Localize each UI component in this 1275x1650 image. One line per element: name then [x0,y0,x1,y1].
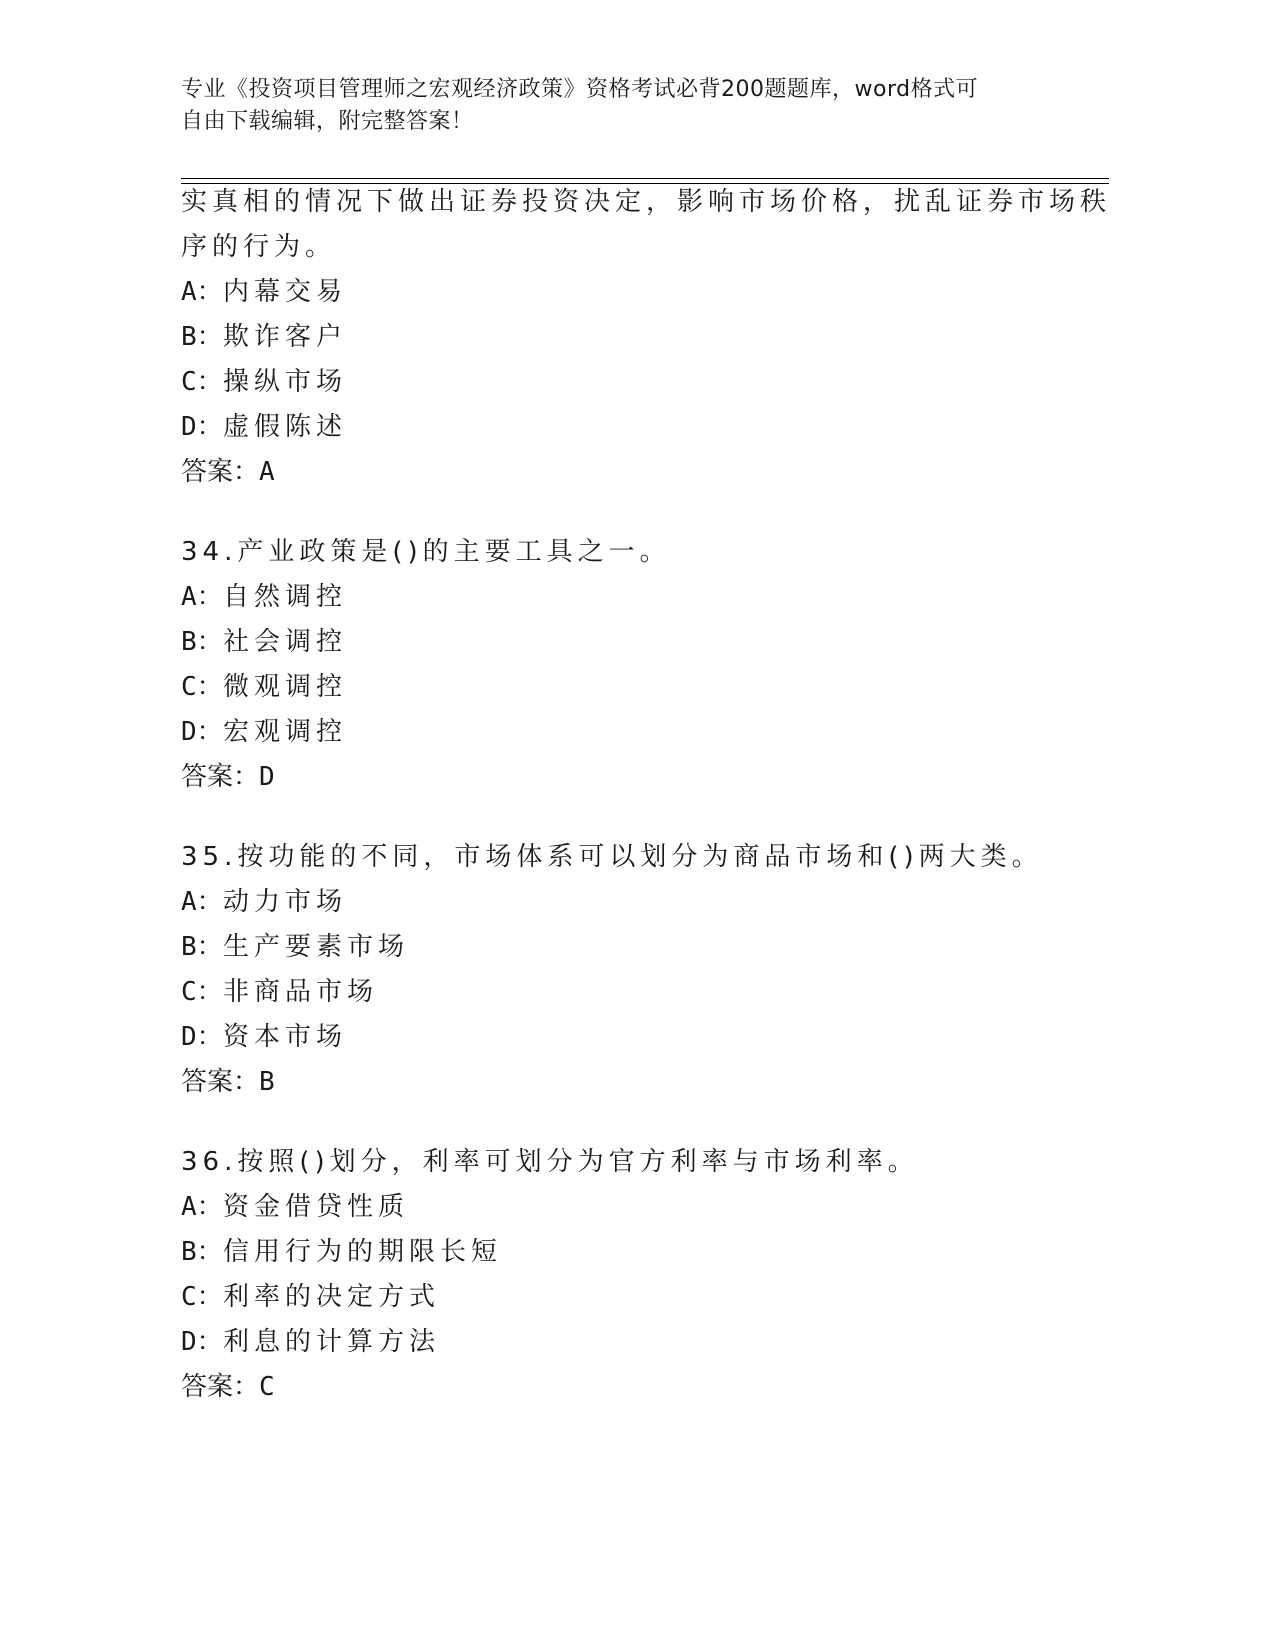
question-block-35 [181,835,1081,1105]
answer-line [181,1060,1081,1105]
option-c [181,1275,1081,1320]
answer-label: 答案： [181,762,260,792]
option-text: 宏观调控 [223,717,348,747]
question-stem-line: 36.按照()划分，利率可划分为官方利率与市场利率。 [181,1147,919,1177]
option-text: 内幕交易 [223,277,348,307]
question-block-34 [181,530,1081,800]
option-text: 动力市场 [223,887,348,917]
question-block-33 [181,180,1112,495]
answer-line [181,755,1081,800]
option-text: 微观调控 [223,672,348,702]
option-text: 生产要素市场 [223,932,410,962]
option-label: D： [181,412,223,442]
option-text: 虚假陈述 [223,412,348,442]
option-label: A： [181,1192,223,1222]
question-stem-line: 序的行为。 [181,232,337,262]
option-a [181,270,1081,315]
option-label: C： [181,977,223,1007]
option-text: 操纵市场 [223,367,348,397]
option-c [181,970,1081,1015]
header-line-1: 专业《投资项目管理师之宏观经济政策》资格考试必背200题题库，word格式可 [181,77,979,102]
option-label: B： [181,932,223,962]
option-d [181,405,1081,450]
option-label: D： [181,1022,223,1052]
document-header [181,74,1041,138]
option-b [181,315,1081,360]
option-label: D： [181,717,223,747]
option-text: 利率的决定方式 [223,1282,441,1312]
question-block-36 [181,1140,1081,1410]
question-stem-line: 35.按功能的不同，市场体系可以划分为商品市场和()两大类。 [181,842,1043,872]
option-label: A： [181,887,223,917]
option-label: B： [181,1237,223,1267]
option-label: C： [181,367,223,397]
option-label: A： [181,582,223,612]
option-b [181,925,1081,970]
option-label: B： [181,627,223,657]
option-text: 资本市场 [223,1022,348,1052]
answer-value: B [259,1067,275,1097]
option-d [181,710,1081,755]
option-text: 社会调控 [223,627,348,657]
header-line-2: 自由下载编辑，附完整答案！ [181,109,474,134]
answer-line [181,1365,1081,1410]
option-label: C： [181,1282,223,1312]
option-text: 自然调控 [223,582,348,612]
option-c [181,665,1081,710]
header-divider-top [181,178,1109,179]
option-b [181,1230,1081,1275]
question-stem-line: 实真相的情况下做出证券投资决定，影响市场价格，扰乱证券市场秩 [181,187,1112,217]
option-a [181,575,1081,620]
option-a [181,1185,1081,1230]
option-text: 信用行为的期限长短 [223,1237,503,1267]
answer-value: D [259,762,275,792]
option-d [181,1320,1081,1365]
answer-label: 答案： [181,457,260,487]
question-stem-line: 34.产业政策是()的主要工具之一。 [181,537,671,567]
option-text: 利息的计算方法 [223,1327,441,1357]
option-text: 资金借贷性质 [223,1192,410,1222]
option-label: B： [181,322,223,352]
option-label: D： [181,1327,223,1357]
answer-value: A [259,457,275,487]
answer-value: C [259,1372,275,1402]
option-c [181,360,1081,405]
option-d [181,1015,1081,1060]
answer-label: 答案： [181,1372,260,1402]
option-text: 欺诈客户 [223,322,348,352]
option-label: C： [181,672,223,702]
option-label: A： [181,277,223,307]
answer-line [181,450,1081,495]
option-a [181,880,1081,925]
answer-label: 答案： [181,1067,260,1097]
option-b [181,620,1081,665]
option-text: 非商品市场 [223,977,379,1007]
